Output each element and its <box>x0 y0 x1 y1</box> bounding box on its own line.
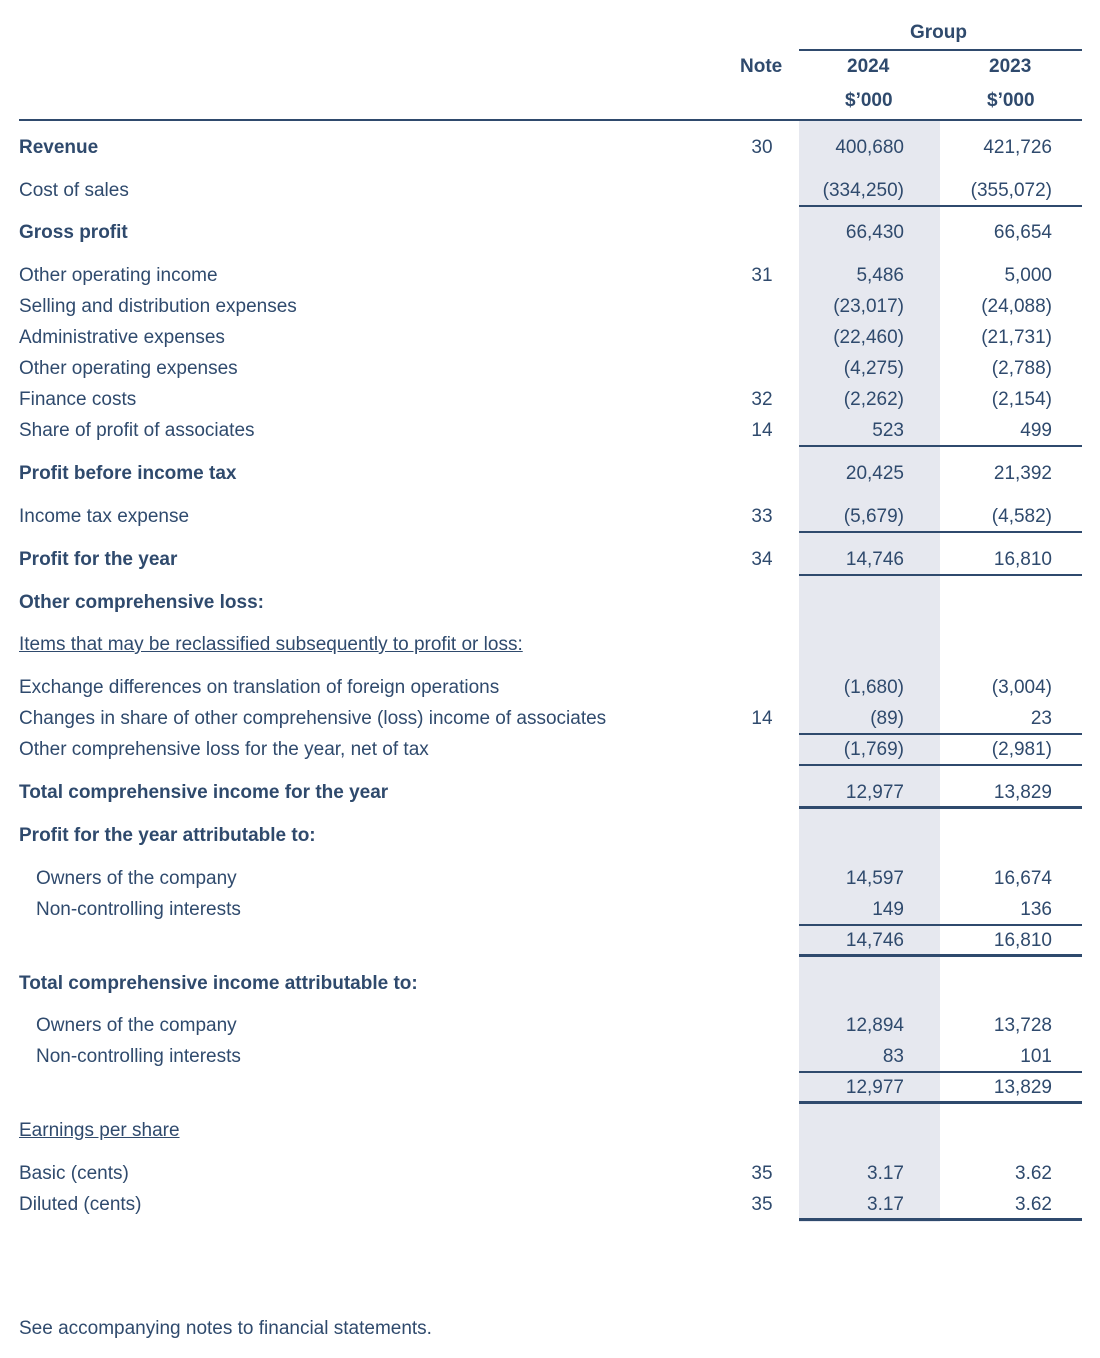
row-note: 34 <box>751 549 773 570</box>
row-value-2024: 149 <box>872 899 904 920</box>
row-value-2024: 12,977 <box>845 1077 904 1098</box>
row-label: Selling and distribution expenses <box>19 296 297 317</box>
subsection-heading: Earnings per share <box>19 1120 180 1141</box>
row-value-2023: 136 <box>1020 899 1052 920</box>
row-value-2023: 101 <box>1020 1046 1052 1067</box>
subtotal-rule <box>799 205 1082 207</box>
row-note: 35 <box>751 1163 773 1184</box>
section-heading: Profit for the year attributable to: <box>19 825 316 846</box>
group-header: Group <box>910 22 967 43</box>
row-label: Non-controlling interests <box>36 1046 241 1067</box>
row-value-2023: 21,392 <box>993 463 1052 484</box>
row-label: Owners of the company <box>36 868 237 889</box>
row-value-2024: (1,769) <box>843 739 904 760</box>
row-note: 35 <box>751 1194 773 1215</box>
row-value-2023: (2,788) <box>991 358 1052 379</box>
section-heading: Total comprehensive income attributable to: <box>19 973 418 994</box>
row-value-2024: 20,425 <box>845 463 904 484</box>
row-value-2023: (21,731) <box>981 327 1052 348</box>
row-value-2023: (4,582) <box>991 506 1052 527</box>
row-value-2023: 23 <box>1030 708 1052 729</box>
row-label: Basic (cents) <box>19 1163 129 1184</box>
total-rule <box>799 806 1082 809</box>
subtotal-rule <box>799 764 1082 766</box>
row-value-2024: 66,430 <box>845 222 904 243</box>
subtotal-rule <box>799 574 1082 576</box>
group-underline <box>799 49 1082 51</box>
row-value-2023: 66,654 <box>993 222 1052 243</box>
unit-2023-header: $’000 <box>987 90 1035 111</box>
subsection-heading: Items that may be reclassified subsequently to profit or loss: <box>19 634 523 655</box>
header-rule <box>19 119 1082 121</box>
row-label: Diluted (cents) <box>19 1194 142 1215</box>
row-label: Non-controlling interests <box>36 899 241 920</box>
row-label: Income tax expense <box>19 506 190 527</box>
row-value-2024: 14,746 <box>845 549 904 570</box>
total-rule <box>799 1218 1082 1221</box>
subtotal-rule <box>799 733 1082 735</box>
row-value-2023: 16,674 <box>993 868 1052 889</box>
row-label: Cost of sales <box>19 180 129 201</box>
row-value-2023: (24,088) <box>981 296 1052 317</box>
row-label: Other operating income <box>19 265 218 286</box>
subtotal-rule <box>799 445 1082 447</box>
row-value-2023: 3.62 <box>1015 1163 1052 1184</box>
row-value-2023: 16,810 <box>993 930 1052 951</box>
row-label: Owners of the company <box>36 1015 237 1036</box>
row-value-2024: 12,977 <box>845 782 904 803</box>
row-label: Share of profit of associates <box>19 420 255 441</box>
year-2023-header: 2023 <box>989 56 1032 77</box>
row-value-2023: 499 <box>1020 420 1052 441</box>
row-label: Exchange differences on translation of foreign operations <box>19 677 500 698</box>
row-value-2024: (5,679) <box>843 506 904 527</box>
row-value-2023: 13,829 <box>993 1077 1052 1098</box>
footer-note: See accompanying notes to financial statements. <box>19 1318 432 1339</box>
subtotal-rule <box>799 924 1082 926</box>
section-heading: Other comprehensive loss: <box>19 592 264 613</box>
row-note: 32 <box>751 389 773 410</box>
total-rule <box>799 954 1082 957</box>
row-value-2024: (2,262) <box>843 389 904 410</box>
row-note: 31 <box>751 265 773 286</box>
row-value-2024: (1,680) <box>843 677 904 698</box>
row-value-2023: (3,004) <box>991 677 1052 698</box>
row-value-2023: (2,981) <box>991 739 1052 760</box>
row-value-2023: 13,829 <box>993 782 1052 803</box>
row-value-2023: 16,810 <box>993 549 1052 570</box>
subtotal-rule <box>799 1071 1082 1073</box>
row-note: 33 <box>751 506 773 527</box>
row-value-2024: (334,250) <box>822 180 904 201</box>
row-label: Other operating expenses <box>19 358 238 379</box>
row-value-2024: 83 <box>882 1046 904 1067</box>
row-label: Administrative expenses <box>19 327 225 348</box>
row-note: 14 <box>751 420 773 441</box>
row-value-2024: (23,017) <box>833 296 904 317</box>
row-value-2024: 14,597 <box>845 868 904 889</box>
total-rule <box>799 1101 1082 1104</box>
row-value-2023: 13,728 <box>993 1015 1052 1036</box>
row-value-2024: 5,486 <box>856 265 904 286</box>
row-label: Finance costs <box>19 389 137 410</box>
row-label: Revenue <box>19 137 99 158</box>
row-label: Gross profit <box>19 222 128 243</box>
row-value-2024: 12,894 <box>845 1015 904 1036</box>
row-label: Other comprehensive loss for the year, net of tax <box>19 739 429 760</box>
row-value-2024: 3.17 <box>867 1163 904 1184</box>
row-label: Profit before income tax <box>19 463 237 484</box>
row-value-2024: (22,460) <box>833 327 904 348</box>
row-value-2023: 3.62 <box>1015 1194 1052 1215</box>
row-label: Changes in share of other comprehensive (loss) income of associates <box>19 708 607 729</box>
row-label: Profit for the year <box>19 549 178 570</box>
row-value-2023: (2,154) <box>991 389 1052 410</box>
row-value-2024: 400,680 <box>835 137 904 158</box>
row-value-2024: (89) <box>870 708 904 729</box>
unit-2024-header: $’000 <box>845 90 893 111</box>
subtotal-rule <box>799 531 1082 533</box>
row-value-2024: (4,275) <box>843 358 904 379</box>
row-value-2024: 14,746 <box>845 930 904 951</box>
row-value-2023: (355,072) <box>970 180 1052 201</box>
row-value-2023: 5,000 <box>1004 265 1052 286</box>
row-label: Total comprehensive income for the year <box>19 782 389 803</box>
row-note: 14 <box>751 708 773 729</box>
row-note: 30 <box>751 137 773 158</box>
year-2024-header: 2024 <box>847 56 890 77</box>
note-header: Note <box>740 56 783 77</box>
row-value-2024: 523 <box>872 420 904 441</box>
row-value-2024: 3.17 <box>867 1194 904 1215</box>
row-value-2023: 421,726 <box>983 137 1052 158</box>
